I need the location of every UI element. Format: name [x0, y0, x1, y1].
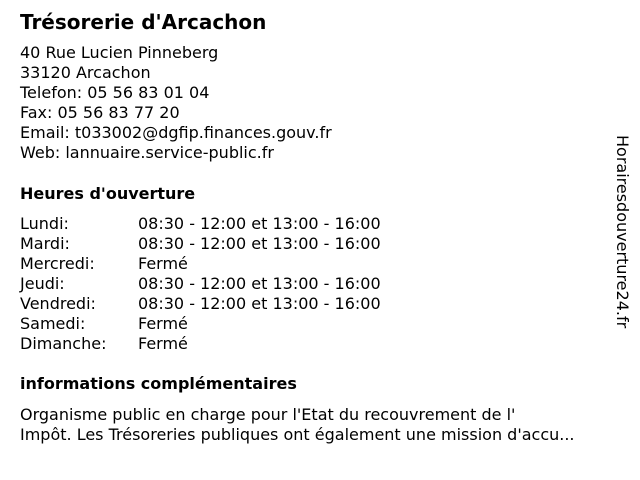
info-heading: informations complémentaires: [20, 374, 297, 393]
time-value: 08:30 - 12:00 et 13:00 - 16:00: [138, 214, 381, 233]
info-text-line-2: Impôt. Les Trésoreries publiques ont également une mission d'accu...: [20, 425, 575, 444]
day-label: Samedi:: [20, 314, 86, 333]
info-text: [20, 405, 630, 445]
time-value: 08:30 - 12:00 et 13:00 - 16:00: [138, 274, 381, 293]
time-value: Fermé: [138, 254, 188, 273]
email-address: Email: t033002@dgfip.finances.gouv.fr: [20, 123, 332, 142]
hours-heading: Heures d'ouverture: [20, 184, 196, 203]
address-block: [20, 43, 332, 163]
fax-number: Fax: 05 56 83 77 20: [20, 103, 180, 122]
time-value: Fermé: [138, 334, 188, 353]
info-text-line-1: Organisme public en charge pour l'Etat du recouvrement de l': [20, 405, 516, 424]
day-label: Mercredi:: [20, 254, 95, 273]
page-title: Trésorerie d'Arcachon: [20, 10, 267, 34]
website: Web: lannuaire.service-public.fr: [20, 143, 274, 162]
time-value: 08:30 - 12:00 et 13:00 - 16:00: [138, 234, 381, 253]
day-label: Mardi:: [20, 234, 70, 253]
time-value: 08:30 - 12:00 et 13:00 - 16:00: [138, 294, 381, 313]
phone-number: Telefon: 05 56 83 01 04: [20, 83, 210, 102]
day-label: Jeudi:: [20, 274, 65, 293]
day-label: Dimanche:: [20, 334, 107, 353]
time-value: Fermé: [138, 314, 188, 333]
street-address: 40 Rue Lucien Pinneberg: [20, 43, 219, 62]
day-label: Vendredi:: [20, 294, 96, 313]
side-watermark-text: Horairesdouverture24.fr: [613, 135, 632, 329]
city-address: 33120 Arcachon: [20, 63, 151, 82]
side-watermark: [613, 135, 633, 345]
day-label: Lundi:: [20, 214, 69, 233]
